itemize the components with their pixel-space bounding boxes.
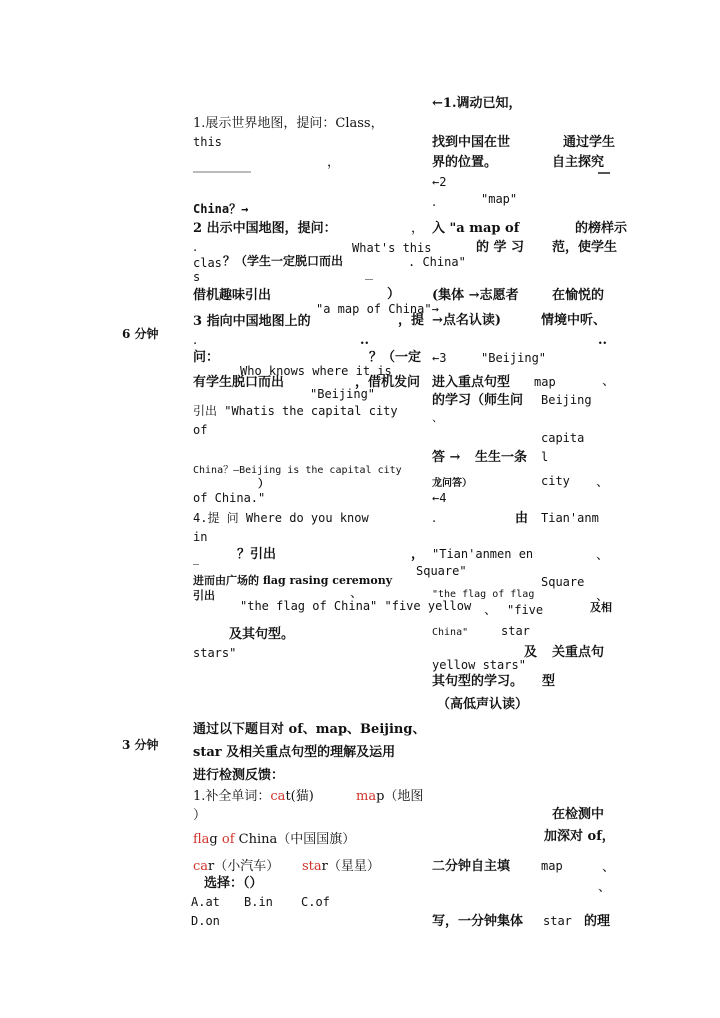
text-line: .. <box>360 333 370 348</box>
word-rest: China（中国国旗） <box>234 832 356 847</box>
option: C.of <box>301 895 330 909</box>
text-line: ） <box>193 808 207 823</box>
text-line: 由 <box>515 511 529 526</box>
text-line: 、 <box>596 475 610 490</box>
duration-label: 6 分钟 <box>122 327 159 341</box>
text-line: 龙问答） <box>432 478 472 489</box>
text-line: China？—Beijing is the capital city <box>193 465 402 476</box>
text-line: . <box>193 240 198 255</box>
word-part: ma <box>356 789 377 804</box>
text-line: Beijing <box>541 393 592 407</box>
text-line: 其句型的学习。 <box>432 674 524 689</box>
text-line: ， <box>411 547 425 562</box>
option: D.on <box>191 914 220 928</box>
text-line: ，借机发问 <box>355 375 421 390</box>
word-rest: r（小汽车） <box>208 859 280 874</box>
text-line: "map" <box>481 192 518 206</box>
text-line: 通过学生 <box>563 135 616 150</box>
text-line: ） <box>258 477 269 490</box>
text-line: 有学生脱口而出 <box>193 375 285 390</box>
duration-label: 3 分钟 <box>122 738 159 752</box>
text-line: （高低声认读） <box>437 697 529 712</box>
text-line: 答 → <box>432 450 461 465</box>
text-line: (集体 →志愿者 <box>432 288 519 303</box>
text-line: ） <box>387 287 401 302</box>
text-line: 、 <box>596 589 610 604</box>
text-line: 、 <box>596 548 610 563</box>
text-line: yellow stars" <box>432 658 526 672</box>
text-line: ？引出 <box>237 547 277 562</box>
text-line: 加深对 of， <box>544 829 615 844</box>
text-line: of China." <box>193 491 266 505</box>
text-line: s <box>193 270 201 284</box>
text-line: 的理 <box>584 914 611 929</box>
text-line: 及相 <box>590 601 612 614</box>
text-line <box>193 789 314 804</box>
text-line: 选择：（） <box>204 876 263 891</box>
text-line: 、 <box>602 374 616 389</box>
text-line: .. <box>598 333 608 348</box>
text-line <box>193 832 355 847</box>
text-line: 3 指向中国地图上的 <box>193 314 311 329</box>
text-line: "Tian'anmen en <box>432 547 534 561</box>
text-line: 4.提 问 Where do you know <box>193 511 369 525</box>
text-line: ←3 <box>432 351 447 365</box>
text-line: ？（学生一定脱口而出 <box>223 254 344 268</box>
text-line <box>193 859 279 874</box>
text-line: 在愉悦的 <box>552 288 605 303</box>
text-line: 2 出示中国地图，提问： <box>193 221 337 236</box>
text-line: l <box>541 450 549 464</box>
text-line: 入 "a map of <box>432 221 520 236</box>
smudge-mark <box>365 279 373 280</box>
text-line: 、 <box>602 860 616 875</box>
text-line: 在检测中 <box>552 807 605 822</box>
text-line: 关重点句 <box>552 645 605 660</box>
text-line: 、 <box>598 880 612 895</box>
option: A.at <box>191 895 220 909</box>
exercise-label: 1.补全单词： <box>193 789 271 804</box>
text-line: capita <box>541 431 585 445</box>
text-line: "the flag of flag <box>432 589 535 600</box>
smudge-mark <box>193 564 199 565</box>
text-line: 自主探究 <box>552 155 605 170</box>
text-line: in <box>193 530 208 544</box>
option: B.in <box>244 895 273 909</box>
text-line: 的 学 习 <box>476 240 525 255</box>
text-line: 借机趣味引出 <box>193 288 272 303</box>
word-rest: t(猫) <box>285 789 314 804</box>
text-line: China？→ <box>193 202 249 216</box>
smudge-mark <box>193 171 251 173</box>
text-line: 及其句型。 <box>229 627 295 642</box>
text-line: clas <box>193 256 222 270</box>
text-line: Tian'anm <box>541 511 599 525</box>
text-line: star <box>501 624 530 638</box>
text-line: 生生一条 <box>475 450 528 465</box>
text-line: →点名认读) <box>432 313 502 328</box>
text-line: this <box>193 135 222 149</box>
text-line: "the flag of China" "five yellow <box>240 599 472 613</box>
text-line: ？（一定 <box>369 350 422 365</box>
word-rest: g <box>209 832 222 847</box>
text-line: 问： <box>193 350 220 365</box>
text-line: Square <box>541 575 585 589</box>
text-line: 通过以下题目对 of、map、Beijing、 <box>193 722 426 737</box>
text-line: . <box>432 511 437 526</box>
text-line: ←1.调动已知， <box>432 96 522 111</box>
text-line: Who knows where it is <box>240 364 392 378</box>
text-line: . <box>193 333 198 348</box>
text-line: star 及相关重点句型的理解及运用 <box>193 745 396 760</box>
text-line: "Beijing" <box>310 387 376 401</box>
text-line: stars" <box>193 646 237 660</box>
text-line <box>302 859 380 874</box>
text-line: China" <box>432 627 469 638</box>
smudge-mark <box>598 172 610 174</box>
word-part: ca <box>270 789 286 804</box>
text-line: "a map of China"→ <box>316 302 439 316</box>
text-line: 的学习（师生问 <box>432 393 524 408</box>
text-line: 进行检测反馈： <box>193 768 285 783</box>
text-line: 引出 <box>193 589 215 602</box>
text-line: ←2 <box>432 175 447 189</box>
text-line: ←4 <box>432 491 447 505</box>
word-rest: p（地图 <box>376 789 424 804</box>
text-line: of <box>193 423 208 437</box>
text-line: 引出 "Whatis the capital city <box>193 404 398 418</box>
text-line: 范，使学生 <box>552 240 618 255</box>
text-line: city <box>541 474 570 488</box>
text-line: 1.展示世界地图，提问：Class， <box>193 116 384 131</box>
text-line: 型 <box>542 674 556 689</box>
text-line: 界的位置。 <box>432 155 498 170</box>
text-line: 找到中国在世 <box>432 135 511 150</box>
text-line: map <box>534 375 556 389</box>
text-line: ， <box>411 221 425 236</box>
text-line: 及 <box>524 645 538 660</box>
text-line: "five <box>507 603 544 617</box>
text-line: 、 <box>432 411 443 424</box>
text-line: ，提 <box>398 313 425 328</box>
text-line: . <box>432 195 437 210</box>
text-line: Square" <box>416 564 467 578</box>
text-line: 的榜样示 <box>575 221 628 236</box>
word-part: of <box>221 832 235 847</box>
text-line: 进而由广场的 flag rasing ceremony <box>193 574 393 587</box>
word-part: fla <box>193 832 210 847</box>
text-line: 写，一分钟集体 <box>432 914 524 929</box>
text-line: 情境中听、 <box>541 313 607 328</box>
word-rest: r（星星） <box>321 859 380 874</box>
text-line: ， <box>327 155 341 170</box>
text-line <box>356 789 423 804</box>
text-line: "Beijing" <box>481 351 547 365</box>
text-line: . China" <box>408 255 466 269</box>
text-line: What's this <box>352 241 432 255</box>
text-line: 二分钟自主填 <box>432 859 511 874</box>
text-line: star <box>543 914 572 928</box>
text-line: 、 <box>350 586 364 601</box>
word-part: ca <box>193 859 209 874</box>
text-line: map <box>541 859 563 873</box>
word-part: sta <box>302 859 322 874</box>
text-line: 、 <box>484 603 498 618</box>
text-line: 进入重点句型 <box>432 375 511 390</box>
